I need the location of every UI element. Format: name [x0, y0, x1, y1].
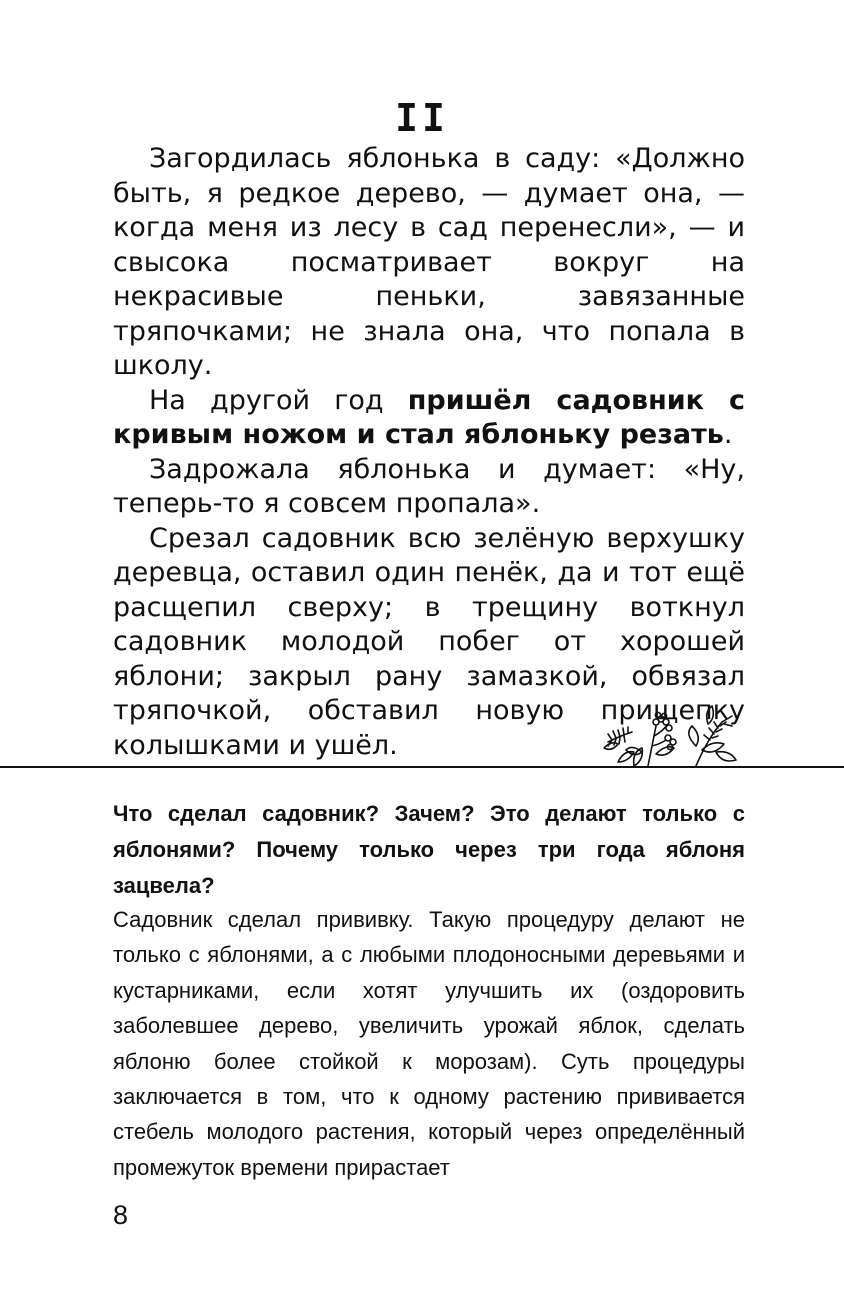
- story-paragraph-3: Задрожала яблонька и думает: «Ну, теперь-то я совсем пропала».: [113, 453, 745, 519]
- chapter-number: II: [395, 96, 449, 140]
- story-text: [113, 142, 745, 763]
- answer-text: Садовник сделал прививку. Такую процедуру делают не только с яблонями, а с любыми плодоносными деревьями и кустарниками, если хотят улучшить их (оздоровить заболевшее дерево, увеличить урожай яблок, сделать яблоню более стойкой к морозам). Суть процедуры заключается в том, что к одному растению прививается стебель молодого растения, который через определённый промежуток времени прирастает: [113, 907, 745, 1180]
- story-paragraph-4: Срезал садовник всю зелёную верхушку деревца, оставил один пенёк, да и тот ещё расщепил сверху; в трещину воткнул садовник молодой побег от хорошей яблони; закрыл рану замазкой, обвязал тряпочкой, обставил новую прищепку колышками и ушёл.: [113, 522, 745, 761]
- divider-line: [0, 766, 844, 768]
- story-paragraph-2-start: На другой год: [149, 384, 408, 416]
- story-paragraph-2: [113, 384, 745, 453]
- story-paragraph-2-end: .: [723, 419, 733, 450]
- story-paragraph-1: Загордилась яблонька в саду: «Должно быть, я редкое дерево, — думает она, — когда меня из лесу в сад перенесли», — и свысока посматривает вокруг на некрасивые пеньки, завязанные тряпочками; не знала она, что попала в школу.: [113, 143, 745, 381]
- page-number: 8: [113, 1200, 129, 1230]
- story-paragraph-2-bold: пришёл садовник с кривым ножом и стал яблоньку резать: [113, 384, 745, 450]
- question-text: Что сделал садовник? Зачем? Это делают только с яблонями? Почему только через три года яблоня зацвела?: [113, 801, 745, 898]
- plant-sprigs-icon: [598, 702, 750, 770]
